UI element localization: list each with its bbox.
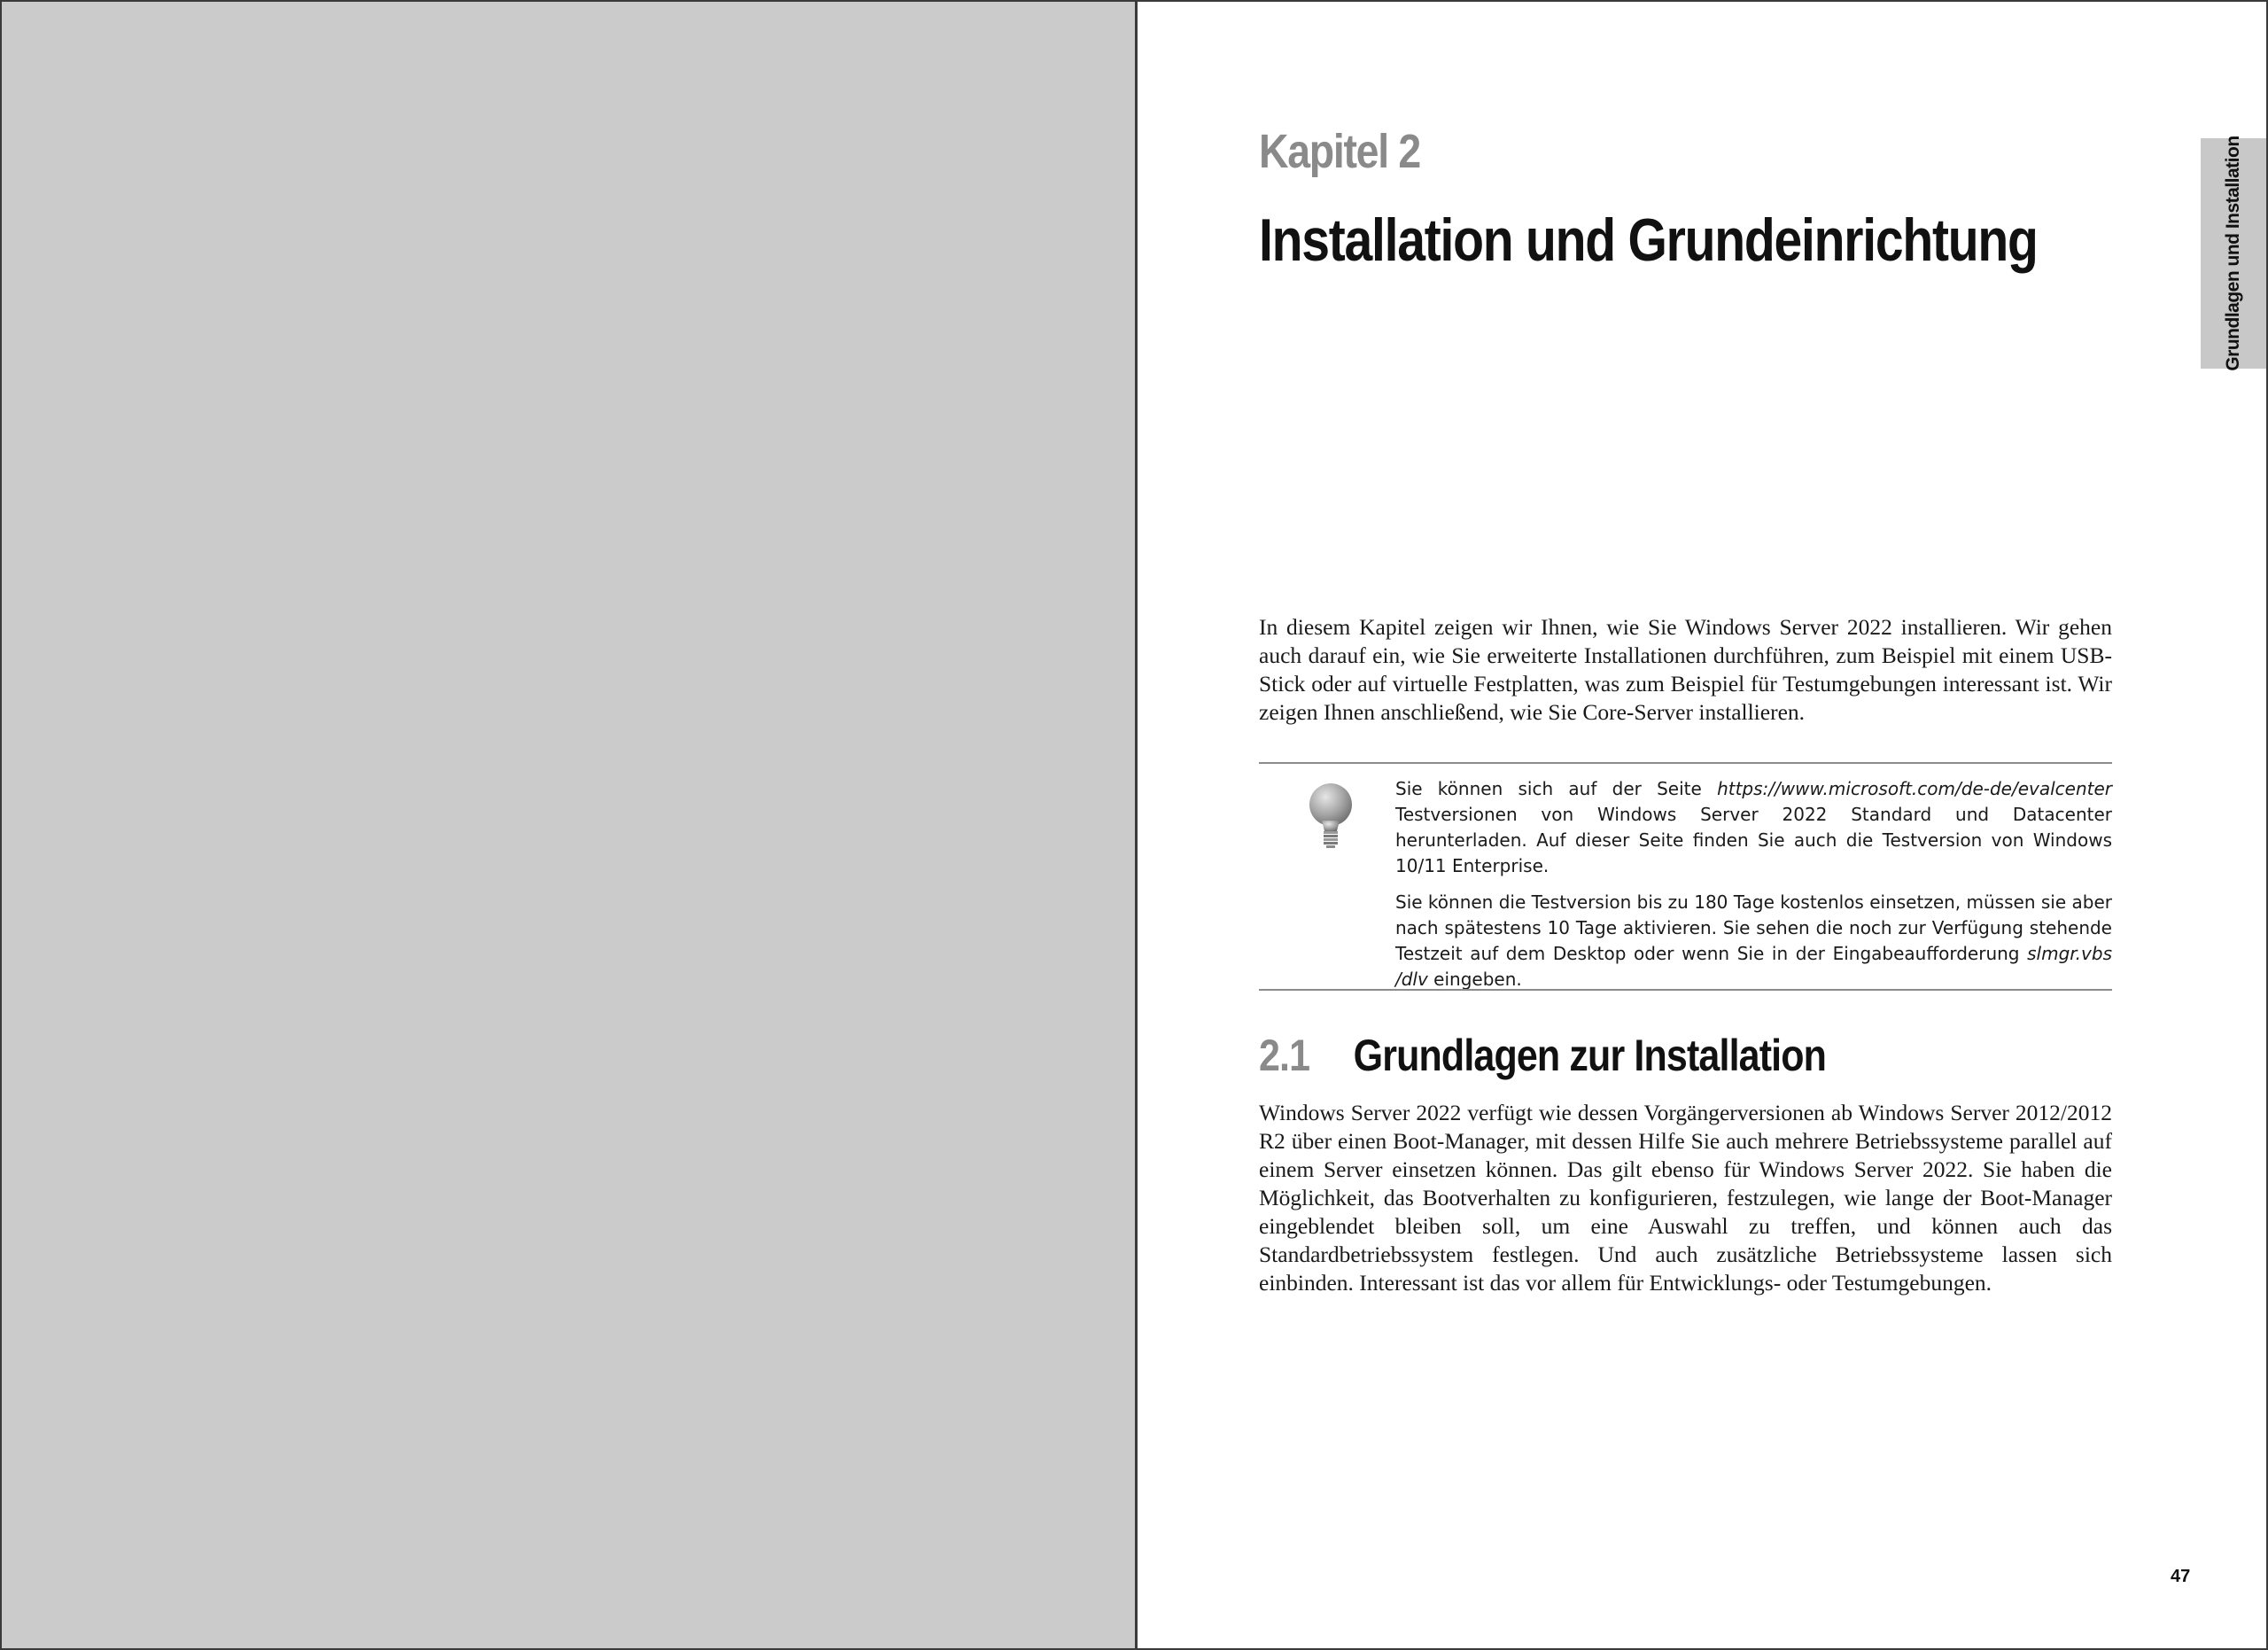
chapter-title: Installation und Grundeinrichtung — [1259, 206, 2038, 274]
tip-top-rule — [1259, 762, 2112, 764]
section-number: 2.1 — [1259, 1031, 1310, 1080]
tip-box — [1395, 776, 2112, 1003]
tip-p2-text: Sie können die Testversion bis zu 180 Tage kostenlos einsetzen, müssen sie aber nach spätestens 10 Tage aktivieren. Sie sehen die noch zur Verfügung stehende Testzeit auf dem Desktop oder wenn Sie in der Eingabeaufforderung — [1395, 891, 2112, 964]
tip-paragraph-1 — [1395, 776, 2112, 879]
page-number: 47 — [2171, 1567, 2191, 1586]
tip-p1-text-end: Testversionen von Windows Server 2022 Standard und Datacenter herunterladen. Auf dieser Seite finden Sie auch die Testversion von Windows 10/11 Enterprise. — [1395, 804, 2112, 876]
side-tab-label: Grundlagen und Installation — [2223, 136, 2243, 371]
tip-bottom-rule — [1259, 989, 2112, 991]
side-tab — [2201, 138, 2266, 369]
chapter-number: Kapitel 2 — [1259, 125, 1420, 178]
tip-p2-text-end: eingeben. — [1427, 969, 1522, 990]
section-body: Windows Server 2022 verfügt wie dessen Vorgängerversionen ab Windows Server 2012/2012 R2 über einen Boot-Manager, mit dessen Hilfe Sie auch mehrere Betriebssysteme parallel auf einem Server einsetzen können. Das gilt ebenso für Windows Server 2022. Sie haben die Möglichkeit, das Bootverhalten zu konfigurieren, festzulegen, wie lange der Boot-Manager eingeblendet bleiben soll, um eine Auswahl zu treffen, und können auch das Standardbetriebssystem festlegen. Und auch zusätzliche Betriebssysteme lassen sich einbinden. Interessant ist das vor allem für Entwicklungs- oder Testumgebungen. — [1259, 1100, 2112, 1296]
lightbulb-icon — [1304, 782, 1357, 852]
tip-p1-text: Sie können sich auf der Seite — [1395, 778, 1718, 799]
left-page-blank — [2, 2, 1138, 1648]
intro-paragraph: In diesem Kapitel zeigen wir Ihnen, wie Sie Windows Server 2022 installieren. Wir gehen auch darauf ein, wie Sie erweiterte Installationen durchführen, zum Beispiel mit einem USB-Stick oder auf virtuelle Festplatten, was zum Beispiel für Testumgebungen interessant ist. Wir zeigen Ihnen anschließend, wie Sie Core-Server installieren. — [1259, 614, 2112, 725]
section-title: Grundlagen zur Installation — [1353, 1031, 1827, 1080]
tip-paragraph-2 — [1395, 890, 2112, 992]
section-heading — [1259, 1030, 1826, 1081]
evalcenter-link[interactable]: https://www.microsoft.com/de-de/evalcenter — [1717, 778, 2112, 799]
slmgr-command: slmgr.vbs /dlv — [1395, 943, 2112, 990]
right-page — [1138, 2, 2266, 1648]
